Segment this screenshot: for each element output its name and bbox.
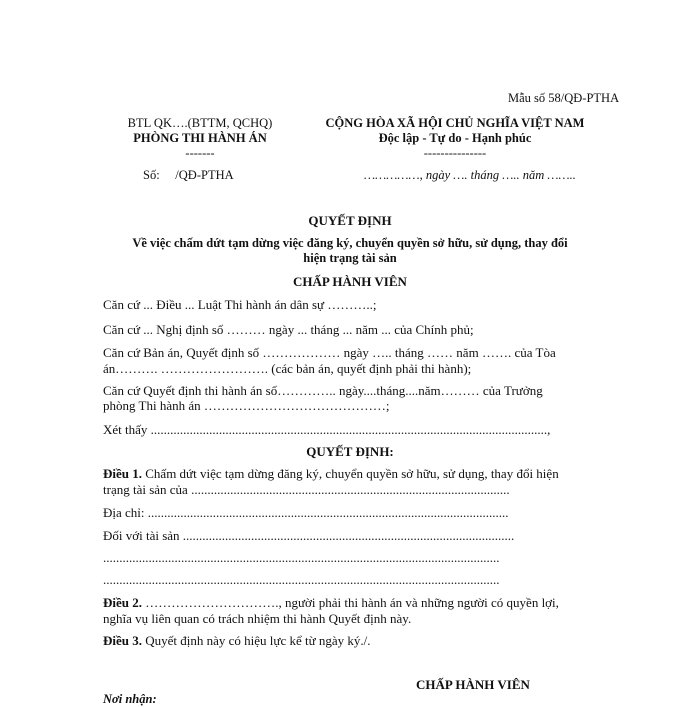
document-subtitle-line1: Về việc chấm dứt tạm dừng việc đăng ký, chuyển quyền sở hữu, sử dụng, thay đổi	[132, 236, 568, 250]
authority-title: CHẤP HÀNH VIÊN	[293, 274, 407, 289]
signature-title: CHẤP HÀNH VIÊN	[416, 677, 530, 692]
article-1	[103, 466, 559, 481]
document-title: QUYẾT ĐỊNH	[308, 213, 392, 228]
basis-law: Căn cứ ... Điều ... Luật Thi hành án dân sự ………..;	[103, 297, 377, 312]
basis-judgment-cont: án………. ……………………. (các bản án, quyết định phải thi hành);	[103, 361, 472, 376]
article-3-text: Quyết định này có hiệu lực kể từ ngày ký./.	[142, 633, 371, 648]
article-2-label: Điều 2.	[103, 595, 142, 610]
document-date: ……………, ngày …. tháng ….. năm ……..	[364, 168, 576, 182]
basis-enforcement-decision-cont: phòng Thi hành án ……………………………………;	[103, 398, 390, 413]
article-1-address: Địa chỉ: ...............................................................................................................	[103, 505, 509, 520]
article-1-line2: trạng tài sản của ..................................................................................................	[103, 482, 510, 497]
article-2-text: …………………………., người phải thi hành án và những người có quyền lợi,	[142, 595, 559, 610]
article-3	[103, 633, 371, 648]
article-2-line2: nghĩa vụ liên quan có trách nhiệm thi hành Quyết định này.	[103, 611, 412, 626]
article-1-asset: Đối với tài sản ......................................................................................................	[103, 528, 515, 543]
article-1-label: Điều 1.	[103, 466, 142, 481]
issuing-office: PHÒNG THI HÀNH ÁN	[133, 131, 267, 145]
consideration: Xét thấy ..........................................................................................................................,	[103, 422, 551, 437]
article-1-dots-2: ..........................................................................................................................	[103, 572, 500, 587]
left-divider: -------	[185, 146, 215, 160]
document-number: Số: /QĐ-PTHA	[143, 168, 234, 182]
basis-judgment: Căn cứ Bản án, Quyết định số ……………… ngày ….. tháng …… năm ……. của Tòa	[103, 345, 556, 360]
basis-enforcement-decision: Căn cứ Quyết định thi hành án số………….. ngày....tháng....năm……… của Trưởng	[103, 383, 543, 398]
document-subtitle-line2: hiện trạng tài sản	[303, 251, 397, 265]
decision-heading: QUYẾT ĐỊNH:	[306, 444, 394, 459]
form-code: Mẫu số 58/QĐ-PTHA	[508, 91, 620, 105]
national-motto: Độc lập - Tự do - Hạnh phúc	[378, 131, 532, 145]
national-title: CỘNG HÒA XÃ HỘI CHỦ NGHĨA VIỆT NAM	[325, 116, 585, 130]
article-2	[103, 595, 559, 610]
recipients-label: Nơi nhận:	[103, 692, 157, 706]
article-3-label: Điều 3.	[103, 633, 142, 648]
issuing-unit: BTL QK….(BTTM, QCHQ)	[127, 116, 273, 130]
right-divider: ---------------	[423, 146, 487, 160]
basis-decree: Căn cứ ... Nghị định số ……… ngày ... tháng ... năm ... của Chính phủ;	[103, 322, 474, 337]
article-1-dots-1: ..........................................................................................................................	[103, 550, 500, 565]
article-1-text: Chấm dứt việc tạm dừng đăng ký, chuyển quyền sở hữu, sử dụng, thay đổi hiện	[142, 466, 559, 481]
